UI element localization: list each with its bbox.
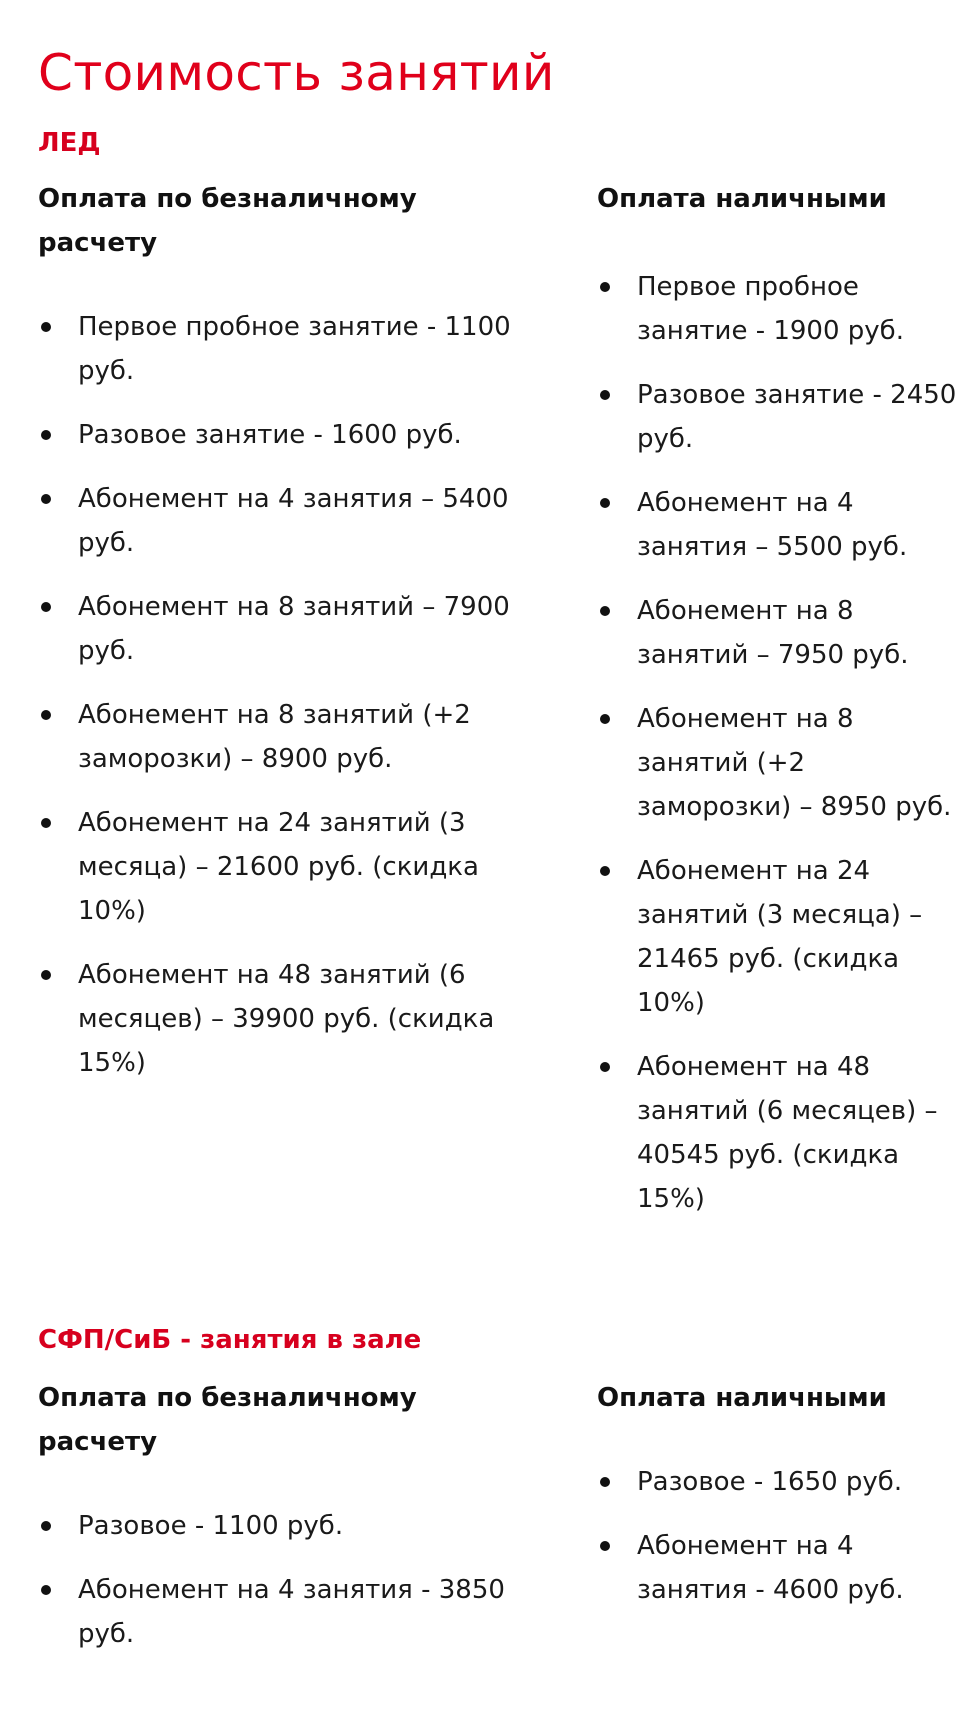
price-item (38, 477, 518, 565)
price-item (597, 373, 957, 461)
bullet-icon (41, 818, 51, 828)
bullet-icon (600, 714, 610, 724)
bullet-icon (600, 1541, 610, 1551)
price-item (597, 849, 957, 1025)
price-list (38, 1504, 518, 1656)
bullet-icon (600, 390, 610, 400)
price-item (597, 1524, 957, 1612)
price-item (38, 693, 518, 781)
bullet-icon (600, 866, 610, 876)
price-item (38, 305, 518, 393)
price-item-text: Абонемент на 48 занятий (6 месяцев) – 39900 руб. (скидка 15%) (78, 960, 495, 1078)
ice-cash-column (597, 177, 957, 1241)
price-list (597, 265, 957, 1221)
price-list (38, 305, 518, 1085)
column-heading-noncash: Оплата по безналичному расчету (38, 184, 417, 258)
price-item-text: Разовое - 1650 руб. (637, 1467, 903, 1497)
price-item-text: Абонемент на 8 занятий – 7950 руб. (637, 596, 909, 670)
price-item-text: Абонемент на 4 занятия – 5500 руб. (637, 488, 908, 562)
price-item (38, 1568, 518, 1656)
price-item-text: Абонемент на 4 занятия – 5400 руб. (78, 484, 509, 558)
price-item (38, 585, 518, 673)
price-item-text: Абонемент на 4 занятия - 3850 руб. (78, 1575, 505, 1649)
ice-noncash-column (38, 177, 518, 1105)
price-item (38, 413, 518, 457)
column-heading-cash: Оплата наличными (597, 1383, 887, 1413)
price-item-text: Абонемент на 8 занятий (+2 заморозки) – 8950 руб. (637, 704, 952, 822)
price-item (597, 697, 957, 829)
bullet-icon (41, 602, 51, 612)
bullet-icon (600, 498, 610, 508)
price-item-text: Разовое занятие - 1600 руб. (78, 420, 462, 450)
gym-noncash-column (38, 1376, 518, 1676)
column-heading-noncash: Оплата по безналичному расчету (38, 1383, 417, 1457)
price-item-text: Первое пробное занятие - 1900 руб. (637, 272, 904, 346)
price-list (597, 1460, 957, 1612)
price-item (597, 265, 957, 353)
bullet-icon (41, 1585, 51, 1595)
section-title-ice: ЛЕД (38, 128, 101, 158)
gym-cash-column (597, 1376, 957, 1632)
price-item-text: Разовое занятие - 2450 руб. (637, 380, 957, 454)
price-item (597, 1460, 957, 1504)
price-item-text: Абонемент на 48 занятий (6 месяцев) – 40545 руб. (скидка 15%) (637, 1052, 938, 1214)
price-item (38, 953, 518, 1085)
bullet-icon (41, 710, 51, 720)
bullet-icon (600, 1062, 610, 1072)
price-item (597, 589, 957, 677)
bullet-icon (600, 282, 610, 292)
bullet-icon (600, 606, 610, 616)
price-item-text: Абонемент на 4 занятия - 4600 руб. (637, 1531, 904, 1605)
price-item-text: Абонемент на 24 занятий (3 месяца) – 21465 руб. (скидка 10%) (637, 856, 923, 1018)
price-item (597, 481, 957, 569)
price-item-text: Абонемент на 24 занятий (3 месяца) – 21600 руб. (скидка 10%) (78, 808, 479, 926)
price-item-text: Абонемент на 8 занятий – 7900 руб. (78, 592, 510, 666)
bullet-icon (41, 494, 51, 504)
column-heading-cash: Оплата наличными (597, 184, 887, 214)
bullet-icon (41, 970, 51, 980)
section-title-gym: СФП/СиБ - занятия в зале (38, 1325, 422, 1355)
price-item-text: Разовое - 1100 руб. (78, 1511, 344, 1541)
bullet-icon (600, 1477, 610, 1487)
price-item (38, 801, 518, 933)
price-item-text: Первое пробное занятие - 1100 руб. (78, 312, 511, 386)
page-title: Стоимость занятий (38, 44, 555, 102)
price-item (38, 1504, 518, 1548)
price-item (597, 1045, 957, 1221)
bullet-icon (41, 1521, 51, 1531)
bullet-icon (41, 322, 51, 332)
price-item-text: Абонемент на 8 занятий (+2 заморозки) – 8900 руб. (78, 700, 471, 774)
bullet-icon (41, 430, 51, 440)
